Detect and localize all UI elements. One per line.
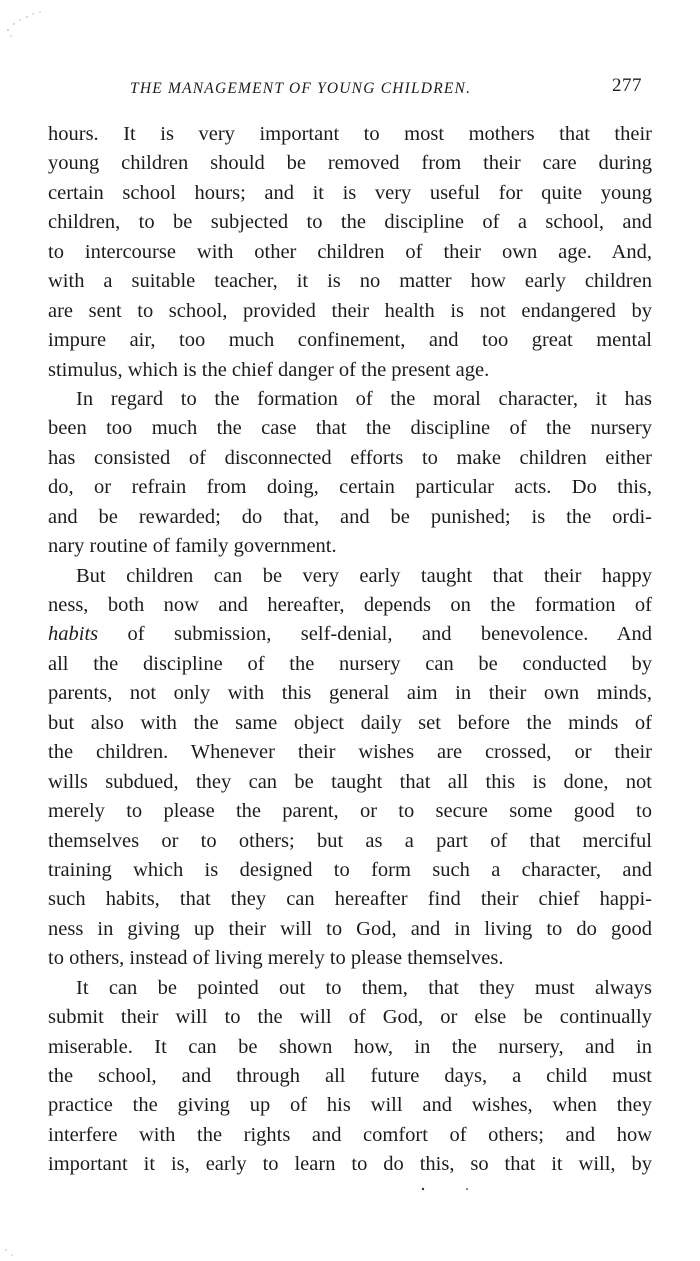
page-number: 277 <box>612 75 642 96</box>
text-line: practice the giving up of his will and wishes, when they <box>48 1094 652 1117</box>
text-line: and be rewarded; do that, and be punished; is the ordi- <box>48 505 652 528</box>
text-line: has consisted of disconnected efforts to make children either <box>48 446 652 469</box>
text-line: interfere with the rights and comfort of others; and how <box>48 1123 652 1146</box>
text-line: the children. Whenever their wishes are crossed, or their <box>48 741 652 764</box>
text-line: wills subdued, they can be taught that all this is done, not <box>48 770 652 793</box>
text-line: In regard to the formation of the moral character, it has <box>76 387 652 410</box>
paragraph <box>48 562 652 974</box>
paragraph <box>48 974 652 1180</box>
text-line: It can be pointed out to them, that they must always <box>76 976 652 999</box>
text-line: to others, instead of living merely to please themselves. <box>48 947 504 970</box>
text-line: But children can be very early taught that their happy <box>76 564 652 587</box>
text-line: submit their will to the will of God, or else be continually <box>48 1006 652 1029</box>
paragraph <box>48 385 652 562</box>
body-text <box>48 120 652 1180</box>
text-line: hours. It is very important to most mothers that their <box>48 123 652 145</box>
text-line: ness, both now and hereafter, depends on the formation of <box>48 594 652 616</box>
text-line: habits of submission, self-denial, and benevolence. And <box>48 623 652 646</box>
text-line: miserable. It can be shown how, in the nursery, and in <box>48 1035 652 1058</box>
text-line: but also with the same object daily set before the minds of <box>48 711 652 734</box>
text-line: been too much the case that the discipline of the nursery <box>48 417 652 440</box>
text-line: children, to be subjected to the discipline of a school, and <box>48 211 652 234</box>
text-line: themselves or to others; but as a part of that merciful <box>48 829 652 852</box>
text-line: ness in giving up their will to God, and in living to do good <box>48 917 652 940</box>
running-head <box>130 75 650 106</box>
text-line: all the discipline of the nursery can be conducted by <box>48 652 652 675</box>
text-line: the school, and through all future days, a child must <box>48 1065 652 1087</box>
text-line: such habits, that they can hereafter find their chief happi- <box>48 888 652 911</box>
text-line: with a suitable teacher, it is no matter how early children <box>48 270 652 293</box>
text-line: nary routine of family government. <box>48 535 337 558</box>
text-line: certain school hours; and it is very useful for quite young <box>48 181 652 204</box>
text-line: important it is, early to learn to do this, so that it will, by <box>48 1153 652 1176</box>
text-line: merely to please the parent, or to secure some good to <box>48 800 652 823</box>
paragraph <box>48 120 652 385</box>
text-line: are sent to school, provided their health is not endangered by <box>48 299 652 322</box>
text-line: to intercourse with other children of their own age. And, <box>48 240 652 263</box>
text-line: training which is designed to form such a character, and <box>48 858 652 881</box>
emphasis-text: habits <box>48 623 99 646</box>
running-title: THE MANAGEMENT OF YOUNG CHILDREN. <box>130 80 472 97</box>
text-line: do, or refrain from doing, certain particular acts. Do this, <box>48 476 652 499</box>
text-line: young children should be removed from their care during <box>48 152 652 175</box>
text-line: parents, not only with this general aim in their own minds, <box>48 682 652 705</box>
text-line: impure air, too much confinement, and too great mental <box>48 329 652 352</box>
text-line: stimulus, which is the chief danger of the present age. <box>48 358 490 381</box>
